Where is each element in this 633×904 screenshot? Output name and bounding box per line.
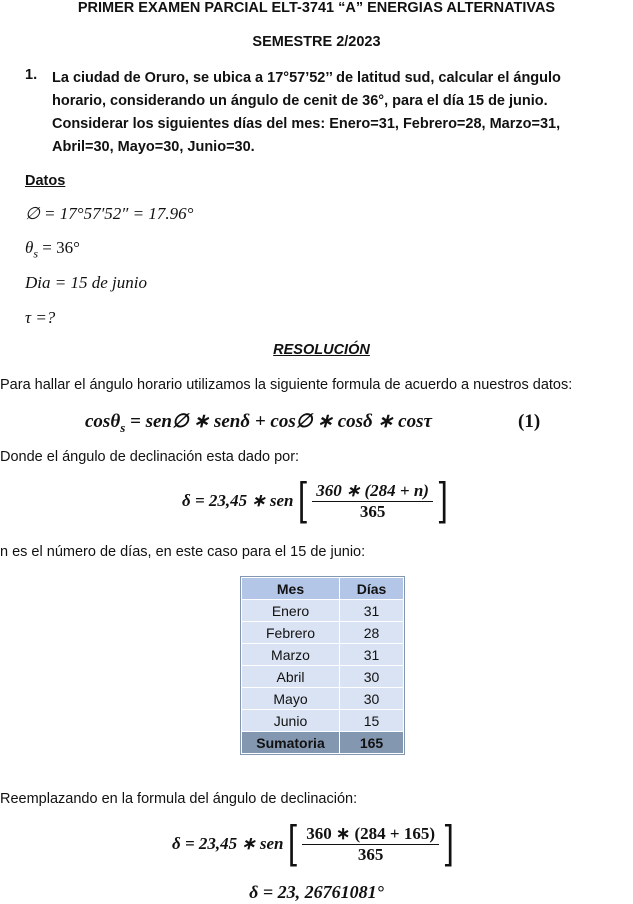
days-table: [241, 577, 404, 754]
table-row: [242, 644, 404, 666]
problem-number: 1.: [25, 67, 38, 83]
days-cell: 30: [340, 688, 404, 710]
days-cell: 31: [340, 644, 404, 666]
month-cell: Abril: [242, 666, 340, 688]
eq1-lhs: cosθ: [85, 411, 121, 432]
equation-1: [85, 410, 432, 436]
semester-label: SEMESTRE 2/2023: [252, 34, 381, 50]
declination-result: δ = 23, 26761081°: [249, 882, 384, 902]
right-bracket: ]: [436, 473, 448, 529]
left-bracket: [: [297, 473, 309, 529]
eq3-numerator: 360 ∗ (284 + 165): [302, 824, 439, 845]
month-cell: Febrero: [242, 622, 340, 644]
table-row: [242, 622, 404, 644]
total-value: 165: [340, 732, 404, 754]
eq2-numerator: 360 ∗ (284 + n): [312, 481, 433, 502]
equation-1-number: (1): [518, 411, 541, 432]
month-cell: Mayo: [242, 688, 340, 710]
problem-line: Considerar los siguientes días del mes: Enero=31, Febrero=28, Marzo=31,: [52, 116, 561, 132]
days-cell: 31: [340, 600, 404, 622]
theta-subscript: s: [33, 246, 39, 261]
n-explanation: n es el número de días, en este caso para el 15 de junio:: [0, 544, 366, 560]
replace-intro: Reemplazando en la formula del ángulo de declinación:: [0, 791, 358, 807]
table-header-row: [242, 578, 404, 600]
eq1-subscript: s: [120, 419, 126, 435]
eq3-denominator: 365: [357, 844, 384, 864]
declination-intro: Donde el ángulo de declinación esta dado por:: [0, 449, 300, 465]
datos-latitude: ∅ = 17°57′52″ = 17.96°: [25, 204, 194, 223]
theta-value: = 36°: [38, 238, 80, 257]
table-row: [242, 710, 404, 732]
problem-statement: [52, 67, 627, 159]
header-days: Días: [340, 578, 404, 600]
header-month: Mes: [242, 578, 340, 600]
month-cell: Enero: [242, 600, 340, 622]
datos-heading: Datos: [25, 173, 66, 189]
table-total-row: [242, 732, 404, 754]
eq2-denominator: 365: [359, 501, 386, 521]
problem-line: horario, considerando un ángulo de cenit de 36°, para el día 15 de junio.: [52, 93, 548, 109]
eq1-rhs: = sen∅ ∗ senδ + cos∅ ∗ cosδ ∗ cosτ: [125, 411, 432, 432]
table-row: [242, 688, 404, 710]
days-cell: 30: [340, 666, 404, 688]
equation-3: [172, 816, 458, 872]
table-row: [242, 600, 404, 622]
eq3-lhs: δ = 23,45 ∗ sen: [172, 834, 284, 853]
day-value: = 15 de junio: [50, 273, 147, 292]
eq2-fraction: [312, 481, 433, 522]
eq3-fraction: [302, 824, 439, 865]
resolucion-intro: Para hallar el ángulo horario utilizamos la siguiente formula de acuerdo a nuestros datos:: [0, 377, 573, 393]
total-label: Sumatoria: [242, 732, 340, 754]
datos-day: [25, 273, 147, 293]
days-cell: 15: [340, 710, 404, 732]
problem-line: Abril=30, Mayo=30, Junio=30.: [52, 139, 255, 155]
days-cell: 28: [340, 622, 404, 644]
resolucion-heading: RESOLUCIÓN: [273, 342, 370, 358]
month-cell: Junio: [242, 710, 340, 732]
month-cell: Marzo: [242, 644, 340, 666]
day-label: Dia: [25, 273, 51, 292]
datos-tau: τ =?: [25, 308, 56, 327]
table-row: [242, 666, 404, 688]
datos-zenith: [25, 238, 80, 261]
problem-line: La ciudad de Oruro, se ubica a 17°57’52’’ de latitud sud, calcular el ángulo: [52, 70, 561, 86]
theta-symbol: θ: [25, 238, 34, 257]
eq2-lhs: δ = 23,45 ∗ sen: [182, 491, 294, 510]
exam-title: PRIMER EXAMEN PARCIAL ELT-3741 “A” ENERGIAS ALTERNATIVAS: [77, 0, 556, 16]
right-bracket: ]: [442, 816, 455, 872]
left-bracket: [: [287, 816, 299, 872]
equation-2: [182, 473, 452, 529]
